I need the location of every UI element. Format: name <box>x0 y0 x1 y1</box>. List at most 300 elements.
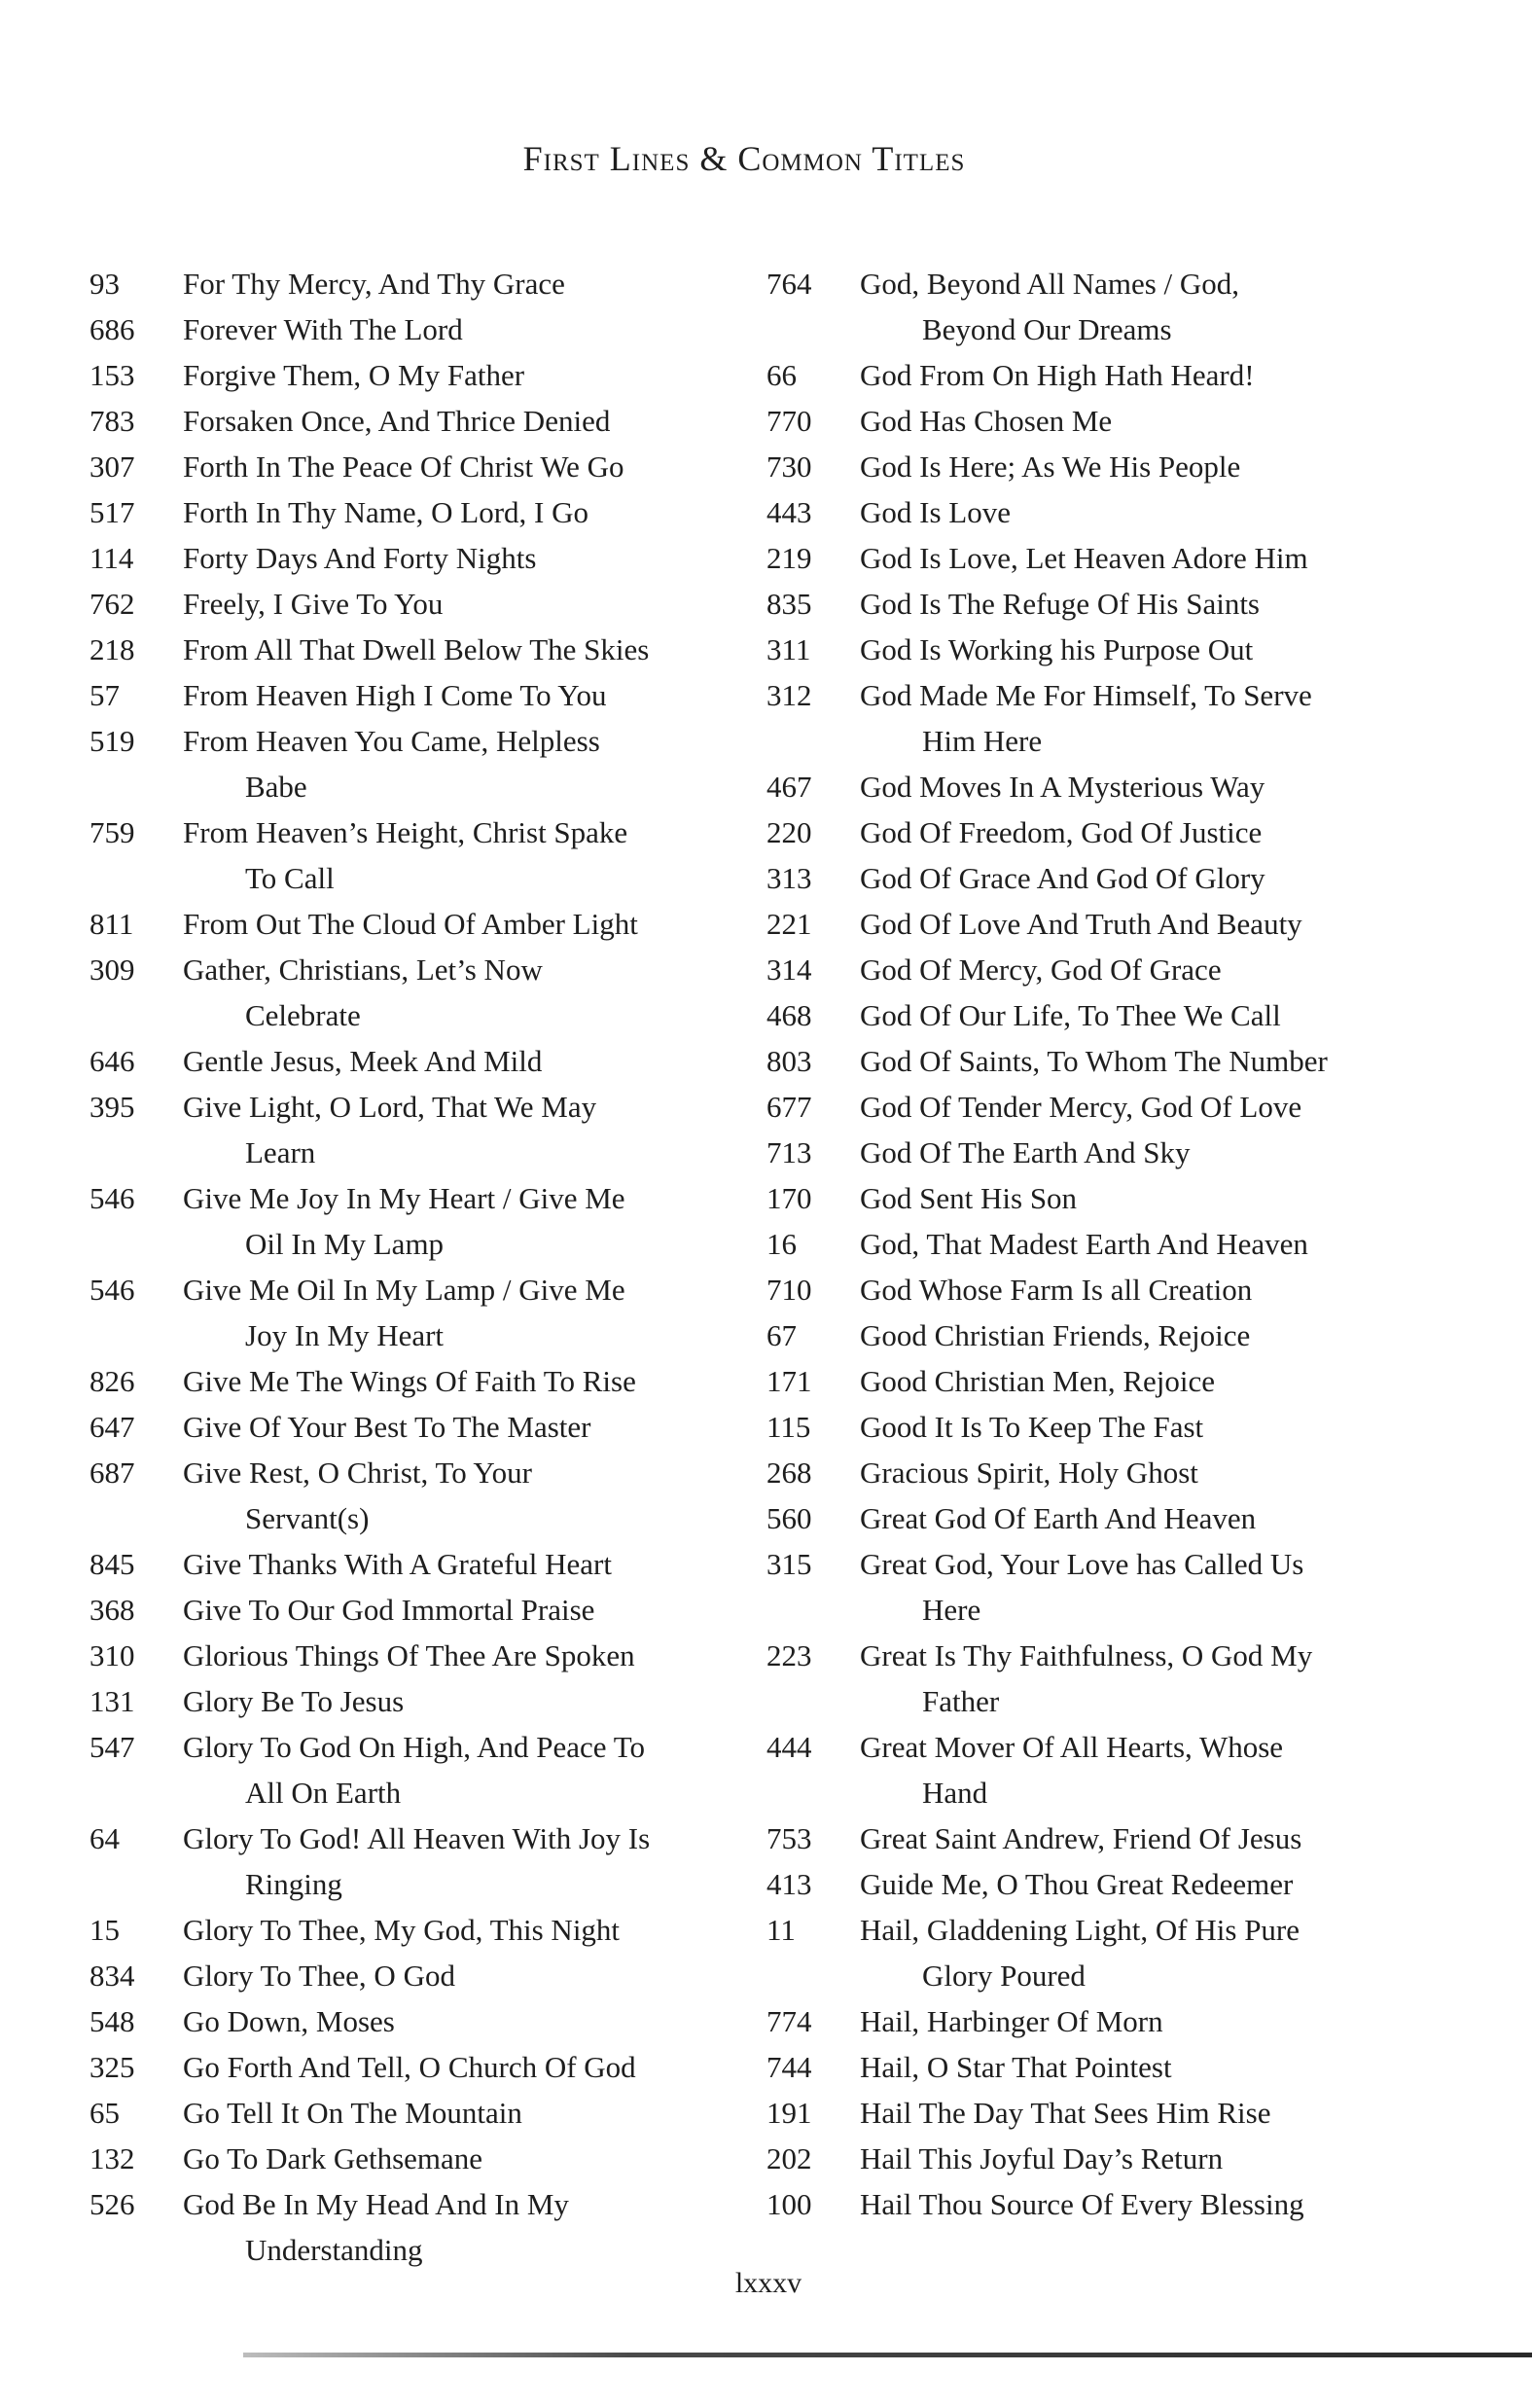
hymn-first-line <box>183 947 751 1038</box>
index-entry <box>89 1815 751 1907</box>
hymn-first-line <box>183 1175 751 1267</box>
index-entry <box>89 1953 751 1998</box>
hymn-first-line <box>860 1450 1447 1495</box>
index-entry <box>89 901 751 947</box>
hymn-number: 171 <box>766 1364 812 1398</box>
hymn-first-line <box>860 809 1447 855</box>
hymn-number: 677 <box>766 1090 812 1124</box>
hymn-title-text: Freely, I Give To You <box>183 587 444 621</box>
hymn-number: 783 <box>89 404 135 438</box>
index-entry <box>766 352 1447 398</box>
hymn-first-line <box>183 398 751 444</box>
hymn-number: 770 <box>766 404 812 438</box>
hymn-first-line <box>860 764 1447 809</box>
hymn-first-line <box>860 398 1447 444</box>
page-number: lxxxv <box>734 2267 802 2299</box>
hymn-title-continuation: Servant(s) <box>245 1501 370 1535</box>
hymn-first-line <box>183 581 751 627</box>
hymn-title-text: Forever With The Lord <box>183 312 463 346</box>
hymn-title-text: Hail Thou Source Of Every Blessing <box>860 2187 1304 2221</box>
hymn-title-text: Hail, O Star That Pointest <box>860 2050 1172 2084</box>
hymn-title-text: Good Christian Friends, Rejoice <box>860 1318 1251 1352</box>
hymn-number: 368 <box>89 1593 135 1627</box>
index-entry <box>766 2090 1447 2136</box>
hymn-title-text: God Of The Earth And Sky <box>860 1135 1191 1169</box>
hymn-number: 395 <box>89 1090 135 1124</box>
hymn-title-text: Give Light, O Lord, That We May <box>183 1090 597 1124</box>
hymn-title-continuation: Joy In My Heart <box>245 1318 445 1352</box>
hymn-first-line <box>860 992 1447 1038</box>
index-entry <box>766 1998 1447 2044</box>
index-entry <box>89 1084 751 1175</box>
hymn-first-line <box>860 444 1447 489</box>
index-entry <box>89 1724 751 1815</box>
index-entry <box>766 1175 1447 1221</box>
hymn-number: 93 <box>89 267 120 301</box>
hymn-first-line <box>860 261 1447 352</box>
hymn-first-line <box>860 672 1447 764</box>
hymn-first-line <box>860 1038 1447 1084</box>
index-entry <box>766 1907 1447 1998</box>
index-entry <box>89 352 751 398</box>
hymn-title-text: God Is The Refuge Of His Saints <box>860 587 1260 621</box>
hymn-number: 218 <box>89 632 135 666</box>
hymn-number: 309 <box>89 952 135 987</box>
hymn-title-continuation: All On Earth <box>245 1776 402 1810</box>
index-entry <box>89 306 751 352</box>
index-entry <box>89 2181 751 2273</box>
index-entry <box>89 2136 751 2181</box>
hymn-first-line <box>183 718 751 809</box>
hymn-title-text: Give Me The Wings Of Faith To Rise <box>183 1364 636 1398</box>
hymn-first-line <box>183 1267 751 1358</box>
hymn-title-text: God Be In My Head And In My <box>183 2187 569 2221</box>
hymn-first-line <box>183 2181 751 2273</box>
hymn-number: 826 <box>89 1364 135 1398</box>
index-entry <box>89 1678 751 1724</box>
hymn-number: 132 <box>89 2141 135 2175</box>
index-entry <box>766 1038 1447 1084</box>
index-entry <box>89 627 751 672</box>
hymn-number: 220 <box>766 815 812 849</box>
index-column-right <box>766 261 1447 2227</box>
hymn-title-text: God From On High Hath Heard! <box>860 358 1255 392</box>
hymn-title-text: Hail, Harbinger Of Morn <box>860 2004 1163 2038</box>
hymn-title-text: Glory To God On High, And Peace To <box>183 1730 645 1764</box>
hymn-number: 546 <box>89 1273 135 1307</box>
hymn-first-line <box>860 1358 1447 1404</box>
hymn-title-text: From All That Dwell Below The Skies <box>183 632 650 666</box>
page-title: First Lines & Common Titles <box>522 139 966 179</box>
hymn-title-text: Hail The Day That Sees Him Rise <box>860 2096 1271 2130</box>
hymn-number: 312 <box>766 678 812 712</box>
index-entry <box>766 444 1447 489</box>
hymn-first-line <box>860 2181 1447 2227</box>
bottom-rule <box>243 2353 1532 2357</box>
index-entry <box>89 1450 751 1541</box>
hymn-number: 762 <box>89 587 135 621</box>
index-entry <box>89 1998 751 2044</box>
hymn-number: 223 <box>766 1638 812 1672</box>
hymn-title-text: Forth In The Peace Of Christ We Go <box>183 449 624 484</box>
index-entry <box>766 1084 1447 1130</box>
hymn-first-line <box>860 352 1447 398</box>
hymn-first-line <box>183 1724 751 1815</box>
hymn-title-text: Forsaken Once, And Thrice Denied <box>183 404 611 438</box>
hymn-title-continuation: Babe <box>245 770 307 804</box>
hymn-first-line <box>860 1175 1447 1221</box>
hymn-first-line <box>183 261 751 306</box>
hymn-title-continuation: Ringing <box>245 1867 342 1901</box>
hymn-number: 191 <box>766 2096 812 2130</box>
index-entry <box>766 672 1447 764</box>
hymn-title-text: Hail This Joyful Day’s Return <box>860 2141 1224 2175</box>
hymn-first-line <box>860 1815 1447 1861</box>
hymn-title-text: God Made Me For Himself, To Serve <box>860 678 1312 712</box>
hymn-number: 443 <box>766 495 812 529</box>
hymn-number: 307 <box>89 449 135 484</box>
hymn-number: 15 <box>89 1913 120 1947</box>
hymn-number: 517 <box>89 495 135 529</box>
hymn-number: 546 <box>89 1181 135 1215</box>
hymn-first-line <box>183 444 751 489</box>
hymn-number: 519 <box>89 724 135 758</box>
hymn-number: 764 <box>766 267 812 301</box>
hymn-first-line <box>860 1084 1447 1130</box>
hymn-number: 803 <box>766 1044 812 1078</box>
hymn-first-line <box>860 901 1447 947</box>
index-entry <box>89 718 751 809</box>
hymn-title-text: For Thy Mercy, And Thy Grace <box>183 267 565 301</box>
index-entry <box>766 1267 1447 1312</box>
hymn-title-continuation: Learn <box>245 1135 316 1169</box>
hymn-number: 687 <box>89 1456 135 1490</box>
index-entry <box>766 1358 1447 1404</box>
hymn-title-text: God Of Freedom, God Of Justice <box>860 815 1263 849</box>
hymn-number: 57 <box>89 678 120 712</box>
index-entry <box>89 947 751 1038</box>
hymn-title-text: Glory To Thee, O God <box>183 1959 455 1993</box>
index-entry <box>766 261 1447 352</box>
hymn-title-text: Glory To God! All Heaven With Joy Is <box>183 1821 651 1855</box>
hymn-first-line <box>860 581 1447 627</box>
index-entry <box>89 398 751 444</box>
hymn-title-text: God Is Love <box>860 495 1011 529</box>
hymn-number: 467 <box>766 770 812 804</box>
hymn-first-line <box>183 2044 751 2090</box>
hymn-first-line <box>183 1541 751 1587</box>
index-entry <box>766 535 1447 581</box>
hymn-title-text: Give Me Joy In My Heart / Give Me <box>183 1181 625 1215</box>
hymn-first-line <box>183 1907 751 1953</box>
hymn-first-line <box>183 2090 751 2136</box>
index-entry <box>89 2044 751 2090</box>
hymn-title-text: Gracious Spirit, Holy Ghost <box>860 1456 1198 1490</box>
hymn-number: 153 <box>89 358 135 392</box>
hymn-first-line <box>183 1358 751 1404</box>
hymn-title-text: Glory Be To Jesus <box>183 1684 405 1718</box>
hymn-first-line <box>183 2136 751 2181</box>
hymn-number: 646 <box>89 1044 135 1078</box>
index-entry <box>89 1267 751 1358</box>
index-entry <box>766 1130 1447 1175</box>
hymn-number: 314 <box>766 952 812 987</box>
index-entry <box>89 444 751 489</box>
hymn-title-continuation: Oil In My Lamp <box>245 1227 445 1261</box>
hymn-first-line <box>860 947 1447 992</box>
hymn-first-line <box>860 1495 1447 1541</box>
hymn-title-text: Give Of Your Best To The Master <box>183 1410 591 1444</box>
hymn-title-text: From Heaven’s Height, Christ Spake <box>183 815 628 849</box>
index-entry <box>766 947 1447 992</box>
hymn-title-text: Forth In Thy Name, O Lord, I Go <box>183 495 589 529</box>
hymn-first-line <box>183 1953 751 1998</box>
index-entry <box>766 1724 1447 1815</box>
hymn-title-text: Go To Dark Gethsemane <box>183 2141 483 2175</box>
index-entry <box>89 1633 751 1678</box>
index-entry <box>89 672 751 718</box>
hymn-number: 753 <box>766 1821 812 1855</box>
hymn-number: 647 <box>89 1410 135 1444</box>
hymn-first-line <box>860 489 1447 535</box>
index-entry <box>766 1633 1447 1724</box>
index-entry <box>89 489 751 535</box>
index-entry <box>89 1541 751 1587</box>
index-entry <box>766 2044 1447 2090</box>
hymn-number: 774 <box>766 2004 812 2038</box>
hymn-title-text: God Moves In A Mysterious Way <box>860 770 1265 804</box>
hymn-number: 313 <box>766 861 812 895</box>
hymn-number: 219 <box>766 541 812 575</box>
hymn-number: 835 <box>766 587 812 621</box>
hymn-title-text: God Of Tender Mercy, God Of Love <box>860 1090 1302 1124</box>
hymn-first-line <box>183 306 751 352</box>
hymn-title-text: Forty Days And Forty Nights <box>183 541 537 575</box>
index-entry <box>766 1221 1447 1267</box>
hymn-title-continuation: Glory Poured <box>922 1959 1086 1993</box>
hymn-number: 413 <box>766 1867 812 1901</box>
hymn-first-line <box>183 1038 751 1084</box>
index-entry <box>89 581 751 627</box>
hymn-title-text: God Of Our Life, To Thee We Call <box>860 998 1281 1032</box>
index-entry <box>766 809 1447 855</box>
hymn-number: 710 <box>766 1273 812 1307</box>
hymn-title-continuation: Father <box>922 1684 1000 1718</box>
hymn-title-text: Great Is Thy Faithfulness, O God My <box>860 1638 1313 1672</box>
hymn-first-line <box>183 1678 751 1724</box>
hymn-number: 686 <box>89 312 135 346</box>
hymn-title-text: Good It Is To Keep The Fast <box>860 1410 1204 1444</box>
index-entry <box>766 1404 1447 1450</box>
hymn-first-line <box>183 1450 751 1541</box>
hymn-first-line <box>860 1724 1447 1815</box>
index-entry <box>766 1495 1447 1541</box>
hymn-number: 311 <box>766 632 811 666</box>
hymn-title-text: God Of Love And Truth And Beauty <box>860 907 1302 941</box>
hymn-number: 526 <box>89 2187 135 2221</box>
hymn-number: 16 <box>766 1227 797 1261</box>
index-entry <box>766 1312 1447 1358</box>
hymn-number: 11 <box>766 1913 796 1947</box>
hymn-title-text: From Heaven You Came, Helpless <box>183 724 600 758</box>
hymn-title-text: Go Down, Moses <box>183 2004 395 2038</box>
index-entry <box>89 1587 751 1633</box>
hymn-first-line <box>183 1084 751 1175</box>
hymn-title-text: Gentle Jesus, Meek And Mild <box>183 1044 543 1078</box>
hymn-title-text: Hail, Gladdening Light, Of His Pure <box>860 1913 1300 1947</box>
hymn-title-text: God Of Grace And God Of Glory <box>860 861 1265 895</box>
index-column-left <box>89 261 751 2273</box>
index-entry <box>89 1358 751 1404</box>
hymn-title-continuation: Celebrate <box>245 998 361 1032</box>
hymn-title-continuation: Him Here <box>922 724 1043 758</box>
hymn-first-line <box>860 1861 1447 1907</box>
hymn-title-text: Glory To Thee, My God, This Night <box>183 1913 621 1947</box>
hymn-first-line <box>860 1998 1447 2044</box>
hymn-first-line <box>860 1541 1447 1633</box>
hymn-title-text: Go Tell It On The Mountain <box>183 2096 522 2130</box>
hymn-first-line <box>183 809 751 901</box>
hymn-title-text: Great God, Your Love has Called Us <box>860 1547 1304 1581</box>
hymn-title-text: God, Beyond All Names / God, <box>860 267 1240 301</box>
index-entry <box>89 1175 751 1267</box>
hymn-number: 468 <box>766 998 812 1032</box>
hymn-first-line <box>183 489 751 535</box>
hymn-title-text: Glorious Things Of Thee Are Spoken <box>183 1638 635 1672</box>
hymn-number: 100 <box>766 2187 812 2221</box>
hymn-title-text: God, That Madest Earth And Heaven <box>860 1227 1308 1261</box>
hymn-number: 834 <box>89 1959 135 1993</box>
hymn-first-line <box>860 1130 1447 1175</box>
hymn-first-line <box>860 2044 1447 2090</box>
hymn-number: 66 <box>766 358 797 392</box>
hymn-first-line <box>860 627 1447 672</box>
index-entry <box>766 1450 1447 1495</box>
hymn-title-continuation: Hand <box>922 1776 988 1810</box>
hymn-number: 67 <box>766 1318 797 1352</box>
index-entry <box>766 855 1447 901</box>
hymn-title-text: Give Me Oil In My Lamp / Give Me <box>183 1273 625 1307</box>
hymn-title-continuation: Understanding <box>245 2233 423 2267</box>
hymn-first-line <box>860 1907 1447 1998</box>
index-entry <box>766 2181 1447 2227</box>
hymn-title-text: Great God Of Earth And Heaven <box>860 1501 1257 1535</box>
hymn-title-text: Great Mover Of All Hearts, Whose <box>860 1730 1284 1764</box>
index-entry <box>766 992 1447 1038</box>
hymn-title-text: God Whose Farm Is all Creation <box>860 1273 1253 1307</box>
hymn-number: 730 <box>766 449 812 484</box>
index-entry <box>766 627 1447 672</box>
hymn-number: 131 <box>89 1684 135 1718</box>
hymn-number: 845 <box>89 1547 135 1581</box>
hymn-title-text: Great Saint Andrew, Friend Of Jesus <box>860 1821 1302 1855</box>
hymn-title-continuation: To Call <box>245 861 335 895</box>
hymn-title-text: God Has Chosen Me <box>860 404 1113 438</box>
hymn-number: 64 <box>89 1821 120 1855</box>
hymn-number: 759 <box>89 815 135 849</box>
hymn-number: 170 <box>766 1181 812 1215</box>
hymn-number: 713 <box>766 1135 812 1169</box>
hymn-first-line <box>860 2090 1447 2136</box>
hymn-first-line <box>183 1998 751 2044</box>
index-entry <box>766 489 1447 535</box>
hymn-first-line <box>183 901 751 947</box>
hymn-title-text: Forgive Them, O My Father <box>183 358 525 392</box>
hymn-number: 310 <box>89 1638 135 1672</box>
hymn-title-text: God Is Love, Let Heaven Adore Him <box>860 541 1308 575</box>
hymn-title-continuation: Beyond Our Dreams <box>922 312 1172 346</box>
hymn-title-text: God Of Saints, To Whom The Number <box>860 1044 1328 1078</box>
hymn-title-text: From Heaven High I Come To You <box>183 678 607 712</box>
hymn-first-line <box>183 352 751 398</box>
hymn-first-line <box>183 1815 751 1907</box>
index-entry <box>89 1038 751 1084</box>
hymn-number: 560 <box>766 1501 812 1535</box>
hymn-title-text: Gather, Christians, Let’s Now <box>183 952 543 987</box>
hymn-title-text: From Out The Cloud Of Amber Light <box>183 907 638 941</box>
hymn-first-line <box>860 1221 1447 1267</box>
index-entry <box>766 1861 1447 1907</box>
hymn-number: 811 <box>89 907 134 941</box>
index-entry <box>89 261 751 306</box>
hymn-title-text: Good Christian Men, Rejoice <box>860 1364 1216 1398</box>
index-entry <box>766 1815 1447 1861</box>
hymn-first-line <box>860 855 1447 901</box>
hymn-first-line <box>860 535 1447 581</box>
hymn-title-text: Give Thanks With A Grateful Heart <box>183 1547 612 1581</box>
index-entry <box>89 2090 751 2136</box>
hymn-title-text: Go Forth And Tell, O Church Of God <box>183 2050 636 2084</box>
hymn-first-line <box>860 1267 1447 1312</box>
hymn-number: 202 <box>766 2141 812 2175</box>
hymn-number: 444 <box>766 1730 812 1764</box>
index-entry <box>766 2136 1447 2181</box>
hymn-title-continuation: Here <box>922 1593 981 1627</box>
hymn-title-text: Give To Our God Immortal Praise <box>183 1593 595 1627</box>
hymn-number: 744 <box>766 2050 812 2084</box>
hymn-number: 65 <box>89 2096 120 2130</box>
index-entry <box>89 1907 751 1953</box>
hymn-first-line <box>183 1633 751 1678</box>
hymn-title-text: God Of Mercy, God Of Grace <box>860 952 1222 987</box>
hymn-number: 221 <box>766 907 812 941</box>
index-entry <box>89 809 751 901</box>
hymn-first-line <box>860 1312 1447 1358</box>
hymn-number: 115 <box>766 1410 811 1444</box>
hymn-first-line <box>183 672 751 718</box>
index-entry <box>89 1404 751 1450</box>
hymn-number: 547 <box>89 1730 135 1764</box>
index-entry <box>766 1541 1447 1633</box>
index-entry <box>766 901 1447 947</box>
hymn-title-text: God Sent His Son <box>860 1181 1078 1215</box>
hymn-number: 268 <box>766 1456 812 1490</box>
hymn-number: 114 <box>89 541 134 575</box>
index-entry <box>766 581 1447 627</box>
hymn-first-line <box>860 1633 1447 1724</box>
index-entry <box>766 764 1447 809</box>
hymn-first-line <box>183 627 751 672</box>
hymn-first-line <box>183 1404 751 1450</box>
hymn-first-line <box>860 2136 1447 2181</box>
index-entry <box>766 398 1447 444</box>
hymn-title-text: God Is Working his Purpose Out <box>860 632 1254 666</box>
hymn-title-text: God Is Here; As We His People <box>860 449 1241 484</box>
hymn-first-line <box>183 535 751 581</box>
hymn-number: 315 <box>766 1547 812 1581</box>
hymn-first-line <box>183 1587 751 1633</box>
index-entry <box>89 535 751 581</box>
